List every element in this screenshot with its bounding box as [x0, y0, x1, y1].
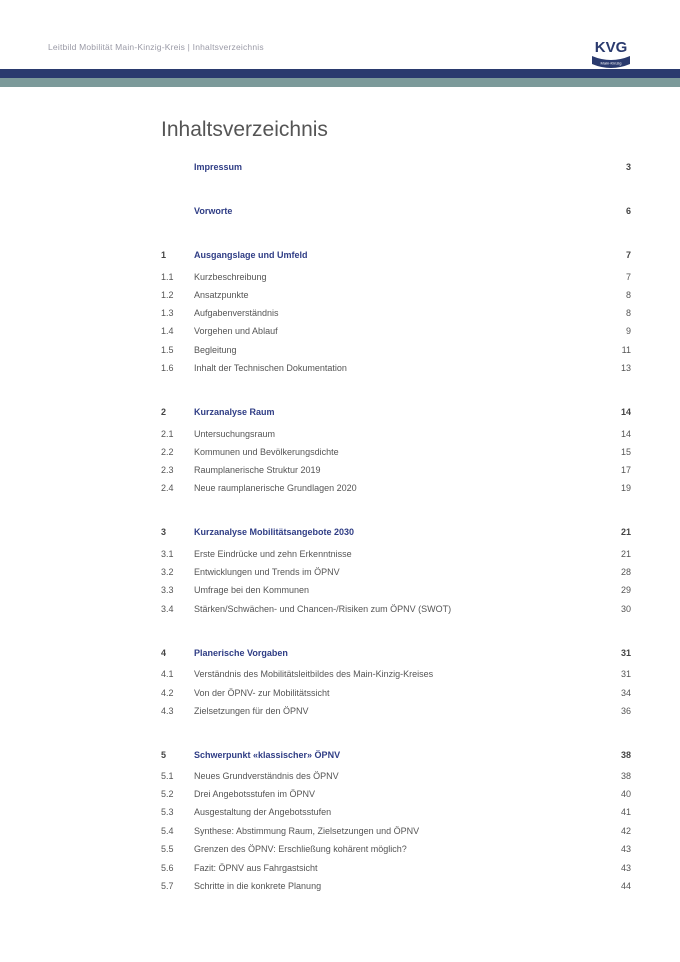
toc-entry-label[interactable]: Ansatzpunkte — [194, 290, 249, 300]
toc-entry-label[interactable]: Erste Eindrücke und zehn Erkenntnisse — [194, 549, 352, 559]
toc-section-entry[interactable] — [161, 879, 631, 893]
toc-entry-label[interactable]: Umfrage bei den Kommunen — [194, 585, 310, 595]
header-bar-teal — [0, 78, 680, 87]
toc-section-entry[interactable] — [161, 686, 631, 700]
kvg-logo — [586, 34, 636, 74]
toc-entry-label[interactable]: Vorworte — [194, 206, 233, 216]
toc-section-entry[interactable] — [161, 288, 631, 302]
toc-entry-label[interactable]: Untersuchungsraum — [194, 429, 276, 439]
toc-entry-number: 5.6 — [161, 863, 174, 873]
toc-section-entry[interactable] — [161, 769, 631, 783]
toc-entry-label[interactable]: Stärken/Schwächen- und Chancen-/Risiken zum ÖPNV (SWOT) — [194, 604, 452, 614]
toc-entry-label[interactable]: Verständnis des Mobilitätsleitbildes des Main-Kinzig-Kreises — [194, 669, 434, 679]
toc-entry-label[interactable]: Ausgestaltung der Angebotsstufen — [194, 807, 332, 817]
toc-entry-number: 1.4 — [161, 326, 174, 336]
toc-entry-page: 38 — [620, 750, 631, 760]
toc-entry-page: 34 — [620, 688, 631, 698]
toc-section-entry[interactable] — [161, 427, 631, 441]
toc-chapter-entry[interactable] — [161, 248, 631, 262]
toc-entry-page: 21 — [620, 527, 631, 537]
toc-section-entry[interactable] — [161, 481, 631, 495]
toc-entry-page: 29 — [620, 585, 631, 595]
toc-section-entry[interactable] — [161, 324, 631, 338]
toc-entry-label[interactable]: Drei Angebotsstufen im ÖPNV — [194, 789, 316, 799]
toc-section-entry[interactable] — [161, 667, 631, 681]
toc-entry-page: 15 — [620, 447, 631, 457]
toc-entry-number: 5.3 — [161, 807, 174, 817]
logo-subtext: Main-Kinzig — [600, 60, 622, 66]
toc-entry-number: 5.2 — [161, 789, 174, 799]
toc-section-entry[interactable] — [161, 270, 631, 284]
toc-entry-number: 4.2 — [161, 688, 174, 698]
toc-entry-number: 5.1 — [161, 771, 174, 781]
toc-entry-label[interactable]: Begleitung — [194, 345, 237, 355]
toc-entry-label[interactable]: Kurzanalyse Raum — [194, 407, 275, 417]
toc-entry-label[interactable]: Schritte in die konkrete Planung — [194, 881, 322, 891]
toc-entry-number: 1.3 — [161, 308, 174, 318]
toc-chapter-entry[interactable] — [161, 405, 631, 419]
toc-entry-number: 2 — [161, 407, 167, 417]
toc-entry-label[interactable]: Zielsetzungen für den ÖPNV — [194, 706, 309, 716]
toc-section-entry[interactable] — [161, 343, 631, 357]
toc-entry-number: 5 — [161, 750, 167, 760]
toc-entry-page: 30 — [620, 604, 631, 614]
toc-entry-page: 6 — [625, 206, 631, 216]
toc-entry-page: 8 — [625, 308, 631, 318]
toc-entry-number: 2.3 — [161, 465, 174, 475]
toc-entry-page: 17 — [620, 465, 631, 475]
toc-section-entry[interactable] — [161, 445, 631, 459]
toc-section-entry[interactable] — [161, 861, 631, 875]
toc-section-entry[interactable] — [161, 787, 631, 801]
toc-entry-page: 43 — [620, 863, 631, 873]
toc-entry-page: 43 — [620, 844, 631, 854]
toc-entry-page: 8 — [625, 290, 631, 300]
toc-entry-number: 3.4 — [161, 604, 174, 614]
toc-entry-label[interactable]: Ausgangslage und Umfeld — [194, 250, 308, 260]
running-header: Leitbild Mobilität Main-Kinzig-Kreis | Inhaltsverzeichnis — [48, 42, 264, 52]
toc-entry-label[interactable]: Synthese: Abstimmung Raum, Zielsetzungen und ÖPNV — [194, 826, 420, 836]
toc-entry-page: 7 — [625, 272, 631, 282]
toc-entry-page: 13 — [620, 363, 631, 373]
toc-entry-page: 3 — [625, 162, 631, 172]
toc-entry-page: 11 — [621, 345, 631, 355]
toc-entry-number: 2.2 — [161, 447, 174, 457]
toc-entry-number: 3 — [161, 527, 167, 537]
toc-entry-page: 31 — [620, 648, 631, 658]
toc-title: Inhaltsverzeichnis — [161, 118, 328, 141]
toc-entry-label[interactable]: Von der ÖPNV- zur Mobilitätssicht — [194, 688, 330, 698]
toc-entry-label[interactable]: Neues Grundverständnis des ÖPNV — [194, 771, 339, 781]
toc-entry-page: 31 — [620, 669, 631, 679]
toc-section-entry[interactable] — [161, 583, 631, 597]
toc-entry-label[interactable]: Raumplanerische Struktur 2019 — [194, 465, 321, 475]
toc-entry-page: 9 — [625, 326, 631, 336]
toc-section-entry[interactable] — [161, 463, 631, 477]
toc-entry-number: 2.1 — [161, 429, 174, 439]
toc-section-entry[interactable] — [161, 565, 631, 579]
toc-entry-number: 1.1 — [161, 272, 174, 282]
toc-entry-number: 3.2 — [161, 567, 174, 577]
toc-entry-label[interactable]: Grenzen des ÖPNV: Erschließung kohärent möglich? — [194, 844, 407, 854]
toc-entry-label[interactable]: Fazit: ÖPNV aus Fahrgastsicht — [194, 863, 318, 873]
toc-chapter-entry[interactable] — [161, 748, 631, 762]
toc-entry-label[interactable]: Schwerpunkt «klassischer» ÖPNV — [194, 750, 341, 760]
toc-section-entry[interactable] — [161, 306, 631, 320]
toc-entry-page: 19 — [620, 483, 631, 493]
toc-entry-number: 3.1 — [161, 549, 174, 559]
toc-entry-page: 36 — [620, 706, 631, 716]
toc-entry-number: 4 — [161, 648, 167, 658]
toc-entry-number: 5.5 — [161, 844, 174, 854]
toc-section-entry[interactable] — [161, 602, 631, 616]
toc-entry-label[interactable]: Kurzbeschreibung — [194, 272, 267, 282]
toc-entry-page: 28 — [620, 567, 631, 577]
toc-entry-page: 14 — [620, 407, 631, 417]
toc-chapter-entry[interactable] — [161, 646, 631, 660]
toc-entry-page: 21 — [620, 549, 631, 559]
toc-entry-page: 44 — [620, 881, 631, 891]
toc-entry-number: 5.7 — [161, 881, 174, 891]
toc-entry-page: 40 — [620, 789, 631, 799]
toc-entry-page: 7 — [625, 250, 631, 260]
toc-entry-page: 41 — [620, 807, 631, 817]
toc-entry-number: 5.4 — [161, 826, 174, 836]
header-bar-navy — [0, 69, 680, 78]
toc-chapter-entry[interactable] — [161, 160, 631, 174]
toc-entry-number: 1.5 — [161, 345, 174, 355]
toc-entry-label[interactable]: Impressum — [194, 162, 243, 172]
toc-section-entry[interactable] — [161, 805, 631, 819]
toc-entry-page: 42 — [620, 826, 631, 836]
toc-section-entry[interactable] — [161, 547, 631, 561]
toc-section-entry[interactable] — [161, 842, 631, 856]
toc-section-entry[interactable] — [161, 824, 631, 838]
toc-entry-label[interactable]: Aufgabenverständnis — [194, 308, 279, 318]
toc-entry-label[interactable]: Neue raumplanerische Grundlagen 2020 — [194, 483, 357, 493]
toc-entry-page: 14 — [620, 429, 631, 439]
toc-chapter-entry[interactable] — [161, 204, 631, 218]
toc-entry-page: 38 — [620, 771, 631, 781]
toc-entry-number: 1.6 — [161, 363, 174, 373]
logo-text: KVG — [594, 39, 628, 56]
toc-entry-number: 4.3 — [161, 706, 174, 716]
toc-entry-label[interactable]: Entwicklungen und Trends im ÖPNV — [194, 567, 340, 577]
toc-section-entry[interactable] — [161, 704, 631, 718]
toc-chapter-entry[interactable] — [161, 525, 631, 539]
toc-entry-label[interactable]: Planerische Vorgaben — [194, 648, 288, 658]
toc-entry-number: 3.3 — [161, 585, 174, 595]
toc-entry-number: 4.1 — [161, 669, 174, 679]
toc-entry-label[interactable]: Inhalt der Technischen Dokumentation — [194, 363, 347, 373]
toc-entry-number: 2.4 — [161, 483, 174, 493]
toc-entry-label[interactable]: Vorgehen und Ablauf — [194, 326, 278, 336]
toc-entry-number: 1 — [161, 250, 167, 260]
toc-entry-number: 1.2 — [161, 290, 174, 300]
toc-entry-label[interactable]: Kommunen und Bevölkerungsdichte — [194, 447, 339, 457]
toc-section-entry[interactable] — [161, 361, 631, 375]
toc-entry-label[interactable]: Kurzanalyse Mobilitätsangebote 2030 — [194, 527, 355, 537]
